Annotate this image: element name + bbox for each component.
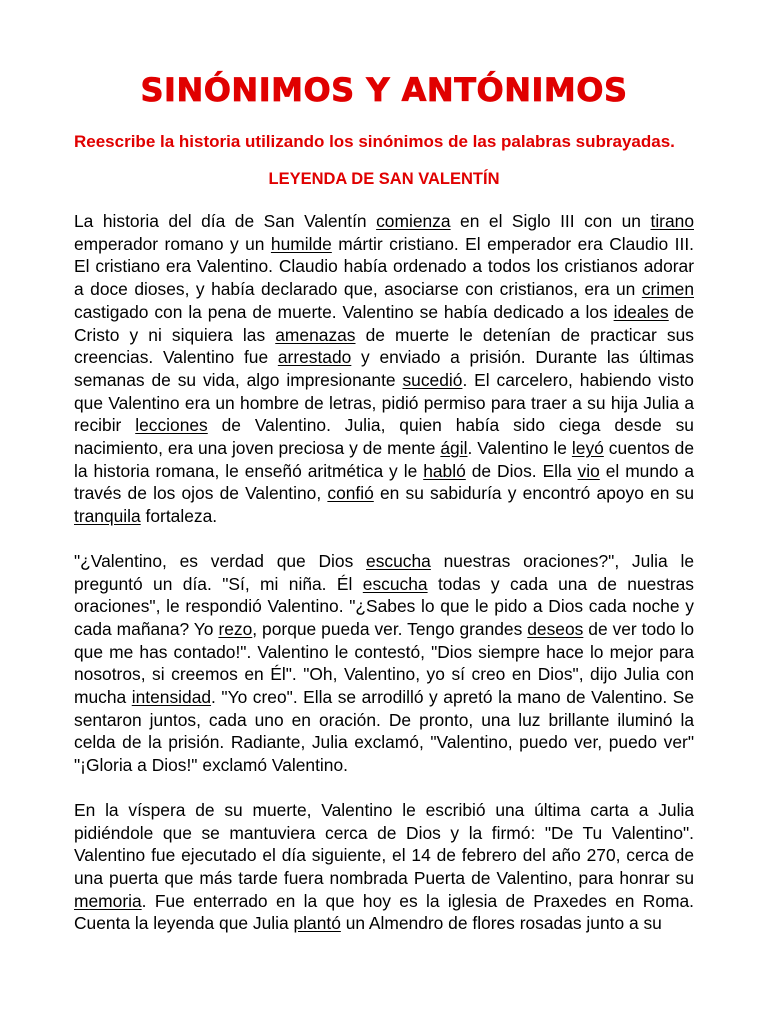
text-segment: de ver todo lo que me has contado!". Valentino le contestó, "Dios siempre hace lo mejor para nosotros, si creemos en Él". "Oh, Valentino, yo sí creo en Dios", dijo Julia con mucha [74,618,694,708]
underlined-word: lecciones [135,415,208,436]
text-segment: mártir cristiano. El emperador era Claudio III. El cristiano era Valentino. Claudio había ordenado a todos los cristianos adorar a doce dioses, y había declarado que, asociarse con cristianos, era un [74,233,694,300]
text-segment: castigado con la pena de muerte. Valentino se había dedicado a los [74,301,614,322]
text-segment: . Fue enterrado en la que hoy es la iglesia de Praxedes en Roma. Cuenta la leyenda que Julia [74,890,694,934]
story-title: LEYENDA DE SAN VALENTÍN [268,170,500,188]
text-segment: nuestras oraciones?", Julia le preguntó un día. "Sí, mi niña. Él [74,550,694,594]
underlined-word: ideales [613,301,669,322]
text-segment: todas y cada una de nuestras oraciones", le respondió Valentino. "¿Sabes lo que le pido a Dios cada noche y cada mañana? Yo [74,573,695,639]
underlined-word: leyó [571,438,604,459]
underlined-word: plantó [293,913,341,934]
text-segment: . El carcelero, habiendo visto que Valentino era un hombre de letras, pidió permiso para traer a su hija Julia a recibir [74,369,694,436]
underlined-word: sucedió [402,369,463,390]
text-segment: , porque pueda ver. Tengo grandes [252,618,528,639]
underlined-word: escucha [362,573,428,594]
text-segment: La historia del día de San Valentín [74,211,377,231]
text-segment: cuentos de la historia romana, le enseñó aritmética y le [74,438,694,481]
text-segment: en el Siglo III con un [450,211,651,231]
text-segment: "¿Valentino, es verdad que Dios [74,550,367,571]
story-paragraph-2 [74,550,694,777]
underlined-word: amenazas [275,324,356,345]
underlined-word: comienza [376,211,451,231]
underlined-word: ágil [440,438,468,459]
story-paragraph-1 [74,210,694,528]
underlined-word: confió [327,483,374,504]
text-segment: y enviado a prisión. Durante las últimas semanas de su vida, algo impresionante [74,347,694,390]
text-segment: emperador romano y un [74,233,271,254]
underlined-word: vio [577,460,600,481]
text-segment: de muerte le detenían de practicar sus creencias. Valentino fue [74,324,694,368]
underlined-word: habló [423,460,466,481]
underlined-word: crimen [641,279,694,300]
text-segment: el mundo a través de los ojos de Valentino, [74,460,694,504]
underlined-word: tranquila [74,506,141,527]
text-segment: En la víspera de su muerte, Valentino le escribió una última carta a Julia pidiéndole que se mantuviera cerca de Dios y la firmó: "De Tu Valentino". Valentino fue ejecutado el día siguiente, el 14 de febrero del año 270, cerca de una puerta que más tarde fuera nombrada Puerta de Valentino, para honrar su [74,799,694,888]
underlined-word: intensidad [131,687,212,708]
text-segment: . "Yo creo". Ella se arrodilló y apretó la mano de Valentino. Se sentaron juntos, cada uno en oración. De pronto, una luz brillante iluminó la celda de la prisión. Radiante, Julia exclamó, "Valentino, puedo ver, puedo ver" "¡Gloria a Dios!" exclamó Valentino. [74,687,695,776]
underlined-word: tirano [650,211,694,231]
underlined-word: escucha [366,550,431,571]
page-title: SINÓNIMOS Y ANTÓNIMOS [140,71,628,109]
text-segment: un Almendro de flores rosadas junto a su [340,913,662,934]
story-paragraph-3 [74,799,694,935]
underlined-word: memoria [74,890,142,911]
text-segment: de Dios. Ella [465,460,578,481]
instruction-text: Reescribe la historia utilizando los sinónimos de las palabras subrayadas. [74,132,675,151]
text-segment: en su sabiduría y encontró apoyo en su [373,483,695,504]
text-segment: . Valentino le [467,438,572,459]
text-segment: fortaleza. [140,506,218,527]
text-segment: de Valentino. Julia, quien había sido ciega desde su nacimiento, era una joven preciosa y de mente [74,415,694,459]
underlined-word: deseos [527,618,584,639]
text-segment: de Cristo y ni siquiera las [74,301,694,345]
underlined-word: rezo [218,618,253,639]
underlined-word: humilde [270,233,332,254]
story-body [74,210,694,935]
underlined-word: arrestado [277,347,352,368]
